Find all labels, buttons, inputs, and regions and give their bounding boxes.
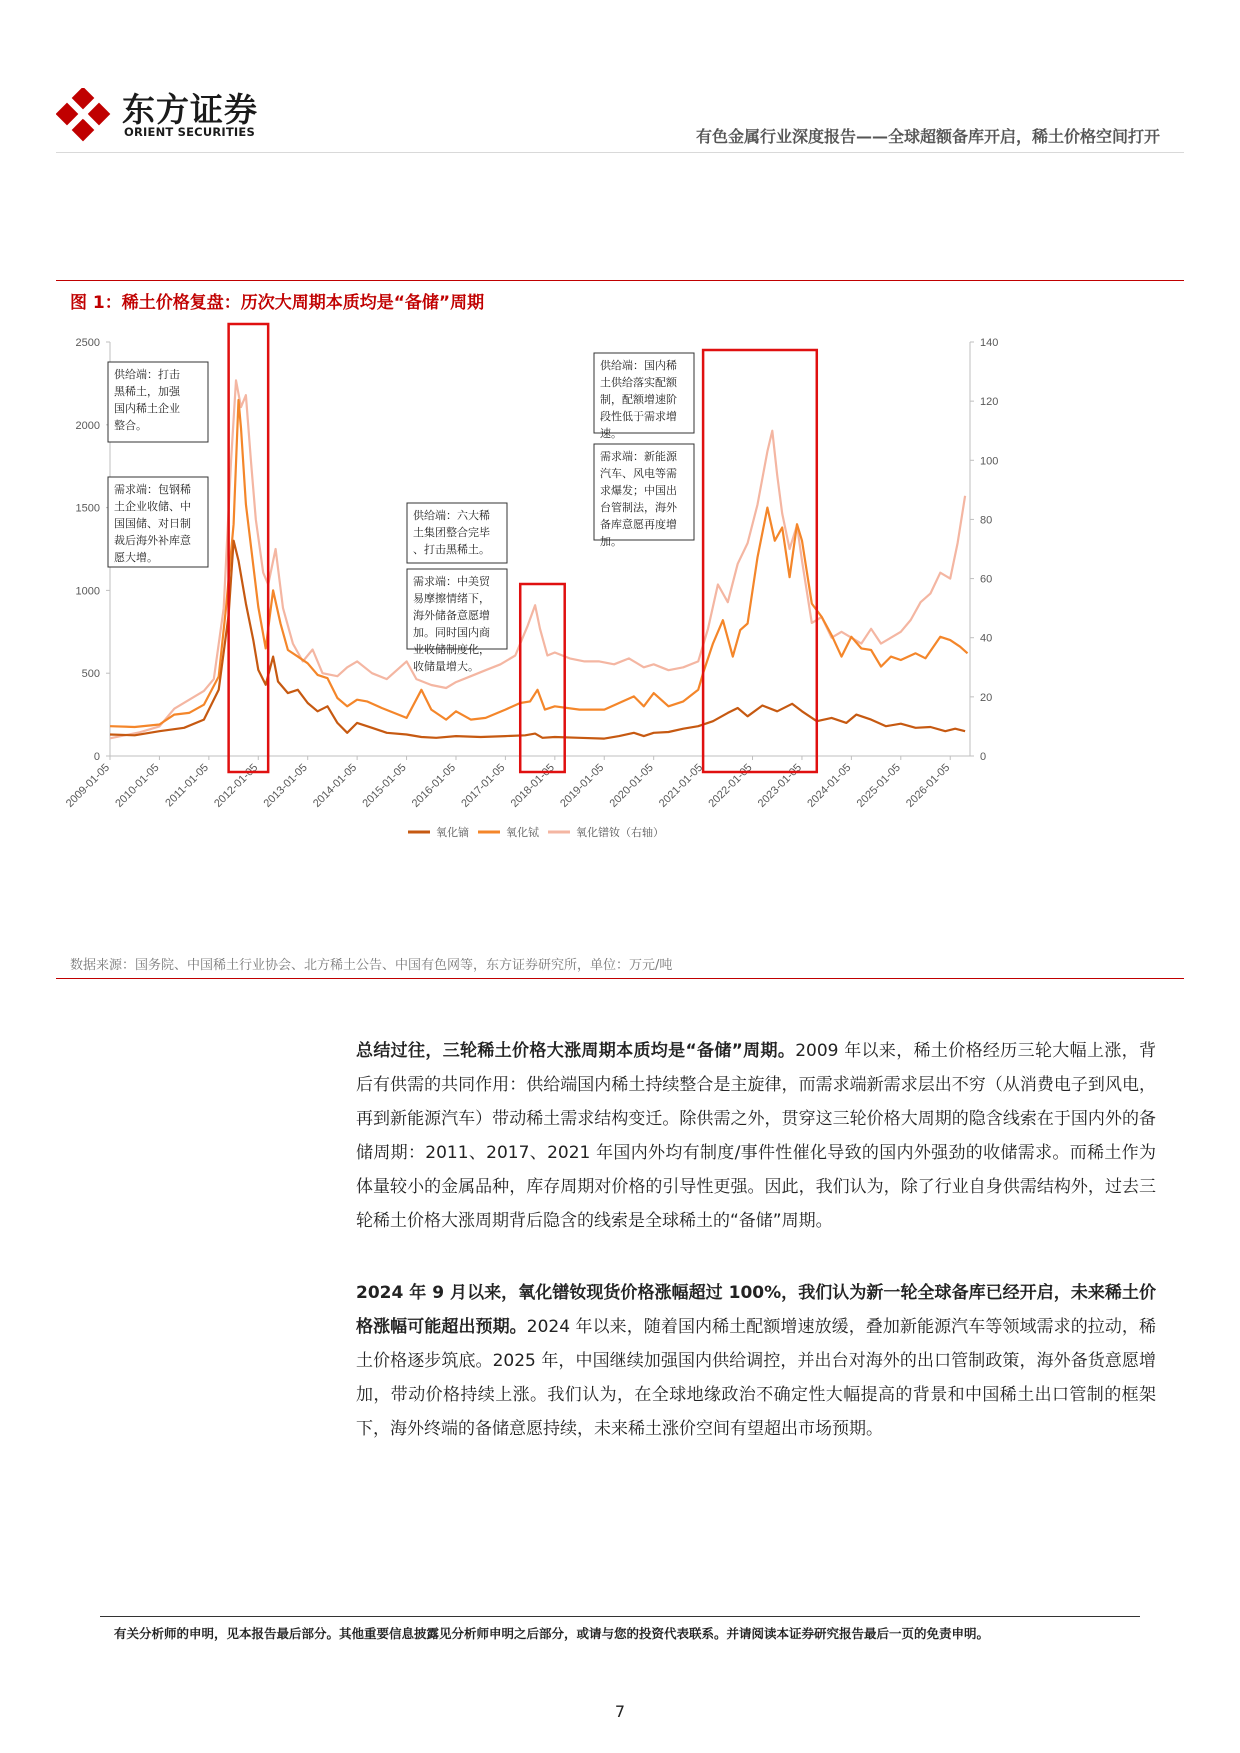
- chart-legend: [408, 825, 664, 839]
- x-tick-label: 2021-01-05: [656, 761, 706, 810]
- annotation-box: [594, 353, 694, 440]
- x-tick-label: 2023-01-05: [755, 761, 805, 810]
- annotation-box: [108, 362, 208, 442]
- page-number: 7: [614, 1702, 626, 1721]
- header-divider: [56, 152, 1184, 153]
- chart-highlights: [229, 324, 817, 772]
- left-tick-label: 1500: [75, 502, 100, 515]
- footer-disclaimer: 有关分析师的申明，见本报告最后部分。其他重要信息披露见分析师申明之后部分，或请与您的投资代表联系。并请阅读本证券研究报告最后一页的免责申明。: [114, 1626, 990, 1641]
- x-tick-label: 2019-01-05: [558, 761, 607, 810]
- x-tick-label: 2018-01-05: [508, 761, 557, 810]
- paragraph-1-lead: 总结过往，三轮稀土价格大涨周期本质均是“备储”周期。: [356, 1041, 796, 1061]
- right-tick-label: 140: [980, 337, 999, 349]
- x-tick-label: 2026-01-05: [904, 761, 953, 810]
- legend-label: 氧化镝: [436, 827, 469, 839]
- legend-label: 氧化铽: [506, 827, 539, 839]
- logo-diamond-icon: [56, 88, 114, 146]
- logo-chinese-name: 东方证券: [122, 90, 258, 129]
- rare-earth-price-chart: [56, 320, 1184, 948]
- paragraph-2-text: 2024 年以来，随着国内稀土配额增速放缓，叠加新能源汽车等领域需求的拉动，稀土价格逐步筑底。2025 年，中国继续加强国内供给调控，并出台对海外的出口管制政策，海外备货意愿增加，带动价格持续上涨。我们认为，在全球地缘政治不确定性大幅提高的背景和中国稀土出口管制的框架下，海外终端的备储意愿持续，未来稀土涨价空间有望超出市场预期。: [356, 1317, 1157, 1439]
- x-tick-label: 2009-01-05: [63, 761, 113, 810]
- chart-series: [110, 380, 968, 738]
- annotation-text: 需求端：包钢稀土企业收储、中国国储、对日制裁后海外补库意愿大增。: [114, 484, 191, 564]
- left-tick-label: 0: [93, 751, 100, 763]
- annotation-text: 需求端：新能源汽车、风电等需求爆发；中国出台管制法，海外备库意愿再度增加。: [600, 451, 677, 548]
- right-tick-label: 100: [980, 455, 999, 468]
- figure-bottom-rule: [56, 978, 1184, 979]
- annotation-text: 供给端：打击黑稀土，加强国内稀土企业整合。: [114, 369, 180, 432]
- x-tick-label: 2016-01-05: [409, 761, 459, 810]
- annotation-text: 供给端：国内稀土供给落实配额制，配额增速阶段性低于需求增速。: [600, 360, 677, 440]
- report-title: 有色金属行业深度报告——全球超额备库开启，稀土价格空间打开: [695, 127, 1160, 146]
- annotation-box: [407, 503, 507, 563]
- x-tick-label: 2013-01-05: [261, 761, 310, 810]
- figure-top-rule: [56, 280, 1184, 281]
- annotation-text: 供给端：六大稀土集团整合完毕、打击黑稀土。: [413, 510, 490, 556]
- x-tick-label: 2017-01-05: [459, 761, 508, 810]
- company-logo: [56, 84, 266, 144]
- x-tick-label: 2024-01-05: [805, 761, 854, 810]
- x-tick-label: 2012-01-05: [212, 761, 261, 810]
- paragraph-1-text: 2009 年以来，稀土价格经历三轮大幅上涨，背后有供需的共同作用：供给端国内稀土持续整合是主旋律，而需求端新需求层出不穷（从消费电子到风电，再到新能源汽车）带动稀土需求结构变迁。除供需之外，贯穿这三轮价格大周期的隐含线索在于国内外的备储周期：2011、2017、2021 年国内外均有制度/事件性催化导致的国内外强劲的收储需求。而稀土作为体量较小的金属品种，库存周期对价格的引导性更强。因此，我们认为，除了行业自身供需结构外，过去三轮稀土价格大涨周期背后隐含的线索是全球稀土的“备储”周期。: [356, 1041, 1156, 1231]
- footer-divider: [100, 1616, 1140, 1617]
- body-paragraph-2: [356, 1276, 1156, 1446]
- x-tick-label: 2020-01-05: [607, 761, 656, 810]
- x-tick-label: 2025-01-05: [854, 761, 903, 810]
- figure-source: 数据来源：国务院、中国稀土行业协会、北方稀土公告、中国有色网等，东方证券研究所，单位：万元/吨: [70, 958, 673, 973]
- left-tick-label: 500: [81, 668, 100, 681]
- left-tick-label: 2500: [75, 337, 100, 349]
- annotation-box: [594, 444, 694, 548]
- x-tick-label: 2015-01-05: [360, 761, 409, 810]
- x-tick-label: 2011-01-05: [163, 761, 211, 810]
- highlight-box: [520, 584, 564, 772]
- body-paragraph-1: [356, 1034, 1156, 1238]
- chart-annotations: [108, 353, 694, 673]
- paragraph-2-lead: 2024 年 9 月以来，氧化镨钕现货价格涨幅超过 100%，我们认为新一轮全球备库已经开启，未来稀土价格涨幅可能超出预期。: [356, 1283, 1156, 1337]
- annotation-box: [108, 477, 208, 567]
- right-tick-label: 40: [980, 632, 993, 645]
- x-tick-label: 2014-01-05: [310, 761, 360, 810]
- annotation-text: 需求端：中美贸易摩擦情绪下，海外储备意愿增加。同时国内商业收储制度化，收储量增大。: [413, 576, 490, 673]
- x-tick-label: 2022-01-05: [706, 761, 755, 810]
- left-tick-label: 1000: [75, 585, 100, 598]
- right-tick-label: 120: [980, 396, 999, 409]
- right-tick-label: 20: [980, 691, 993, 704]
- x-tick-label: 2010-01-05: [113, 761, 162, 810]
- left-tick-label: 2000: [75, 419, 100, 432]
- annotation-box: [407, 569, 507, 673]
- figure-title: 图 1：稀土价格复盘：历次大周期本质均是“备储”周期: [70, 293, 485, 313]
- right-tick-label: 0: [980, 751, 987, 763]
- logo-english-name: ORIENT SECURITIES: [124, 125, 255, 139]
- right-tick-label: 60: [980, 573, 993, 586]
- series-line-0: [110, 541, 965, 739]
- right-tick-label: 80: [980, 514, 993, 527]
- legend-label: 氧化镨钕（右轴）: [576, 827, 664, 839]
